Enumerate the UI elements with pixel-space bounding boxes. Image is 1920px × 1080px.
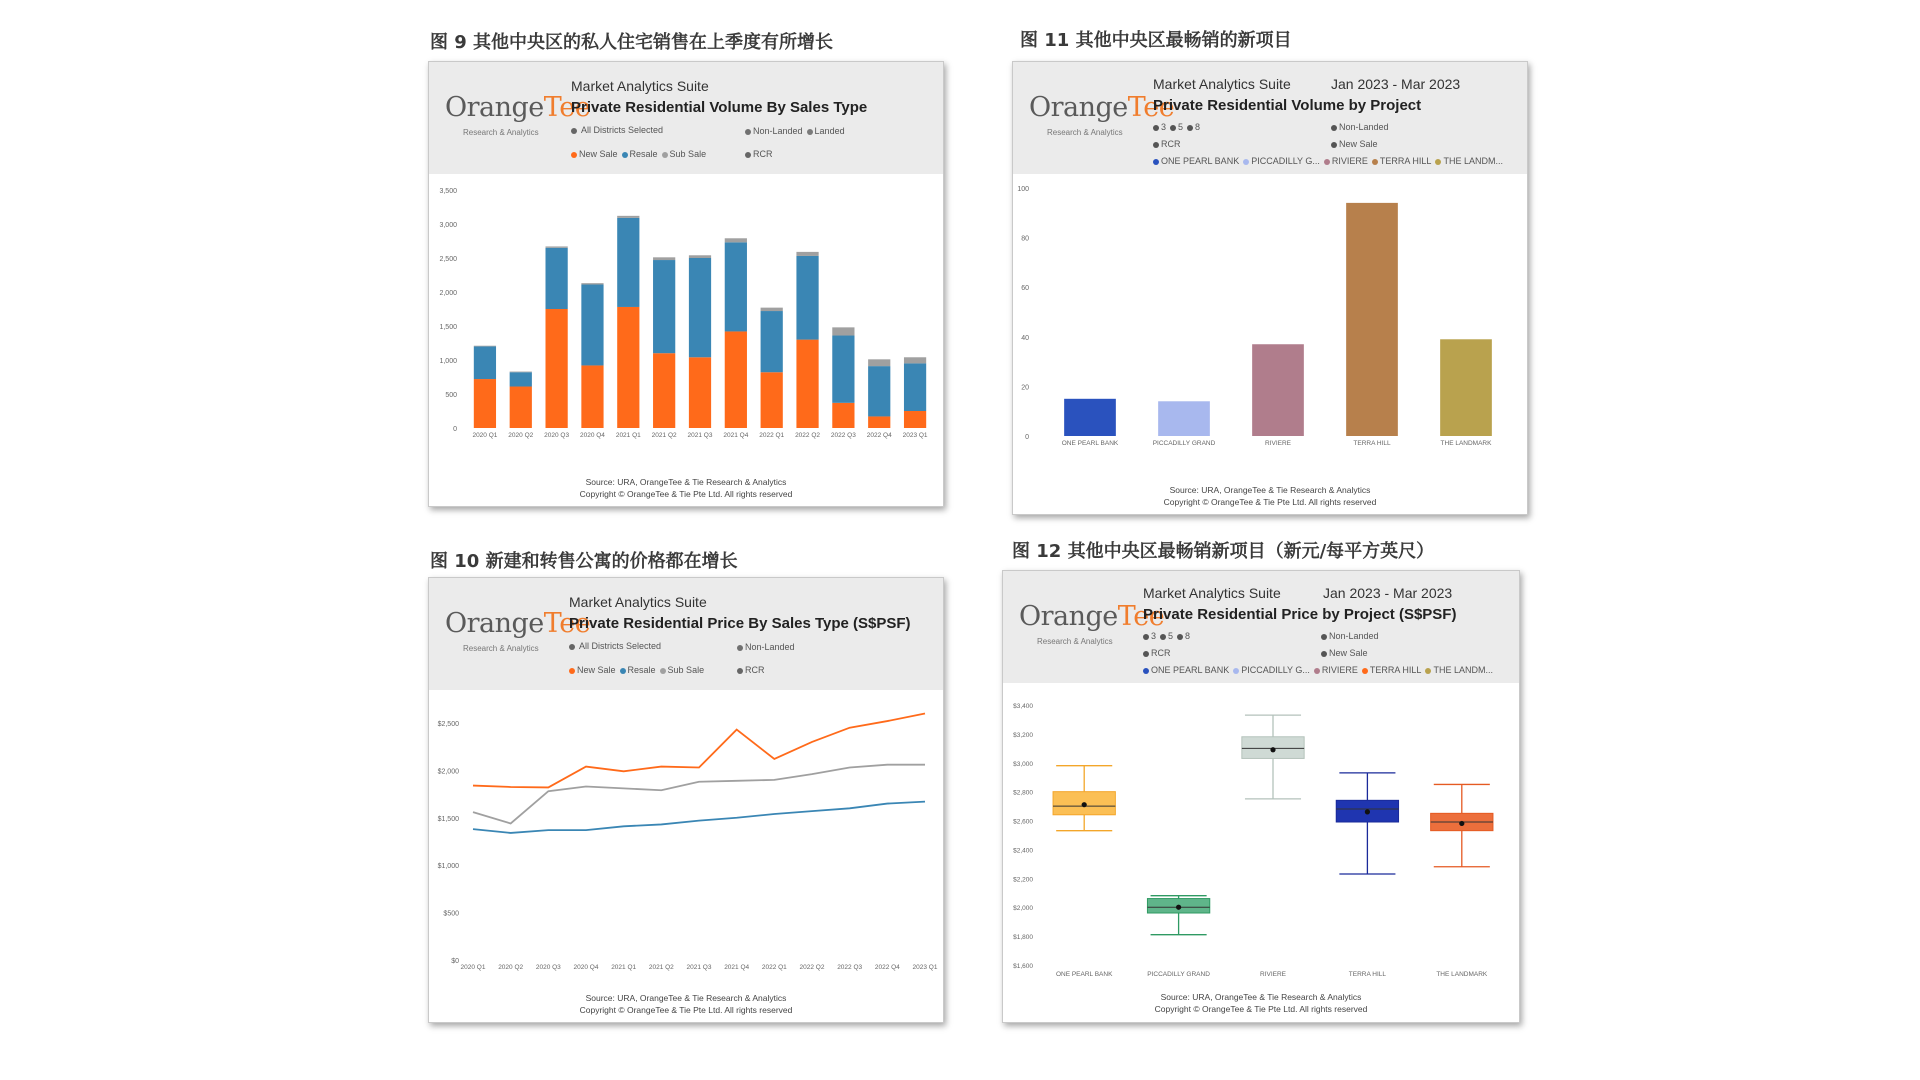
y-tick-label: $2,000 [437,768,459,776]
filter-property-type[interactable]: Non-Landed [737,642,795,652]
x-tick-label: 2020 Q2 [508,432,534,439]
project-bar [1440,339,1492,436]
bar-segment [868,366,890,416]
y-tick-label: $1,500 [437,815,459,823]
x-tick-label: 2020 Q3 [535,964,561,971]
x-tick-label: 2023 Q1 [912,964,938,971]
bar-segment [474,346,496,379]
bar-segment [761,372,783,428]
bar-segment [617,218,639,307]
filter-region[interactable]: RCR [737,665,765,675]
project-bar [1064,399,1116,436]
y-tick-label: $500 [443,910,459,918]
x-tick-label: 2022 Q1 [761,964,787,971]
filter-districts[interactable]: All Districts Selected [569,641,661,651]
figure-10-title: 图 10 新建和转售公寓的价格都在增长 [430,551,738,572]
panel-header [429,62,943,174]
bar-segment [510,372,532,386]
x-tick-label: THE LANDMARK [1440,440,1492,447]
filter-sale-type[interactable]: New Sale [1321,648,1368,658]
x-tick-label: PICCADILLY GRAND [1152,440,1216,447]
x-tick-label: 2021 Q4 [723,432,749,439]
x-tick-label: 2022 Q1 [759,432,785,439]
orangetee-logo: OrangeTee [1029,92,1175,123]
filter-property-type[interactable]: Non-Landed Landed [745,126,849,136]
bar-segment [617,216,639,218]
series-line [473,713,925,787]
bar-segment [904,411,926,428]
y-tick-label: 20 [1021,384,1029,392]
filter-property-type[interactable]: Non-Landed [1321,631,1379,641]
x-tick-label: 2020 Q2 [498,964,524,971]
project-bar [1252,344,1304,436]
bar-segment [689,255,711,258]
x-tick-label: 2022 Q3 [830,432,856,439]
series-line [473,765,925,824]
date-range: Jan 2023 - Mar 2023 [1323,585,1453,601]
x-tick-label: ONE PEARL BANK [1061,440,1119,447]
project-bar [1346,203,1398,436]
y-tick-label: $3,400 [1013,703,1033,710]
legend-sales-type: New Sale Resale Sub Sale [569,665,708,675]
y-tick-label: $3,000 [1013,760,1033,768]
series-line [473,802,925,833]
bar-segment [581,365,603,428]
x-tick-label: THE LANDMARK [1436,971,1488,978]
chart-title: Private Residential Volume by Project [1153,97,1422,114]
y-tick-label: 1,500 [439,324,457,331]
legend-projects: ONE PEARL BANK PICCADILLY G... RIVIERE TERRA HILL THE LANDM... [1153,156,1507,166]
volume-by-project-panel [1012,61,1528,515]
y-tick-label: 3,000 [439,222,457,229]
bar-segment [904,357,926,363]
bar-segment [581,283,603,284]
orangetee-logo: OrangeTee [445,608,591,639]
x-tick-label: 2021 Q2 [648,964,674,971]
chart-title: Private Residential Volume By Sales Type [571,99,868,116]
source-note: Source: URA, OrangeTee & Tie Research & Analytics Copyright © OrangeTee & Tie Pte Ltd. All rights reserved [579,993,793,1015]
filter-region[interactable]: RCR [1153,139,1181,149]
y-tick-label: 0 [1025,434,1029,441]
bar-segment [761,311,783,372]
chart-title: Private Residential Price by Project (S$PSF) [1143,606,1457,623]
source-note: Source: URA, OrangeTee & Tie Research & Analytics Copyright © OrangeTee & Tie Pte Ltd. All rights reserved [1154,992,1368,1014]
x-tick-label: 2021 Q1 [615,432,641,439]
bar-segment [474,379,496,428]
x-tick-label: 2020 Q4 [579,432,605,439]
price-by-project-box-plot [1003,683,1519,989]
price-by-sales-type-panel [428,577,944,1023]
bar-segment [653,353,675,428]
logo-subtitle: Research & Analytics [1037,637,1113,646]
bar-segment [725,242,747,331]
filter-district-numbers[interactable]: 3 5 8 [1143,631,1194,641]
x-tick-label: 2022 Q2 [795,432,821,439]
y-tick-label: $2,000 [1013,905,1033,913]
y-tick-label: 1,000 [439,358,457,365]
figure-11-title: 图 11 其他中央区最畅销的新项目 [1020,30,1292,51]
y-tick-label: $2,200 [1013,876,1033,884]
logo-subtitle: Research & Analytics [463,644,539,653]
legend-sales-type: New Sale Resale Sub Sale [571,149,710,159]
y-tick-label: $1,000 [437,863,459,871]
y-tick-label: $2,800 [1013,789,1033,797]
x-tick-label: 2023 Q1 [902,432,928,439]
figure-12-title: 图 12 其他中央区最畅销新项目（新元/每平方英尺） [1012,541,1435,562]
x-tick-label: 2020 Q1 [460,964,486,971]
y-tick-label: 0 [453,426,457,433]
bar-segment [689,258,711,357]
suite-label: Market Analytics Suite [1153,76,1291,92]
x-tick-label: TERRA HILL [1353,440,1391,447]
bar-segment [725,331,747,428]
mean-marker [1459,821,1464,826]
filter-district-numbers[interactable]: 3 5 8 [1153,122,1204,132]
volume-stacked-bar-chart [429,174,943,474]
panel-header [1013,62,1527,174]
volume-by-sales-type-panel [428,61,944,507]
x-tick-label: 2022 Q4 [874,964,900,971]
x-tick-label: 2020 Q1 [472,432,498,439]
price-by-sales-type-line-chart [429,690,943,994]
x-tick-label: 2021 Q3 [687,432,713,439]
filter-region[interactable]: RCR [745,149,773,159]
logo-subtitle: Research & Analytics [1047,128,1123,137]
panel-header [1003,571,1519,683]
y-tick-label: $2,600 [1013,818,1033,826]
filter-districts[interactable]: All Districts Selected [571,125,663,135]
y-tick-label: $1,600 [1013,963,1033,970]
source-note: Source: URA, OrangeTee & Tie Research & Analytics Copyright © OrangeTee & Tie Pte Ltd. All rights reserved [579,477,793,499]
bar-segment [617,307,639,428]
date-range: Jan 2023 - Mar 2023 [1331,76,1461,92]
bar-segment [546,246,568,247]
volume-by-project-bar-chart [1013,174,1527,480]
y-tick-label: 3,500 [439,188,457,195]
bar-segment [510,372,532,373]
bar-segment [474,346,496,347]
y-tick-label: $2,400 [1013,847,1033,855]
bar-segment [868,359,890,366]
bar-segment [725,238,747,242]
bar-segment [796,256,818,340]
x-tick-label: ONE PEARL BANK [1055,971,1113,978]
x-tick-label: PICCADILLY GRAND [1147,971,1210,978]
filter-property-type[interactable]: Non-Landed [1331,122,1389,132]
y-tick-label: 2,000 [439,290,457,297]
bar-segment [653,257,675,260]
panel-header [429,578,943,690]
y-tick-label: $3,200 [1013,731,1033,739]
y-tick-label: 100 [1017,186,1029,193]
bar-segment [761,308,783,311]
mean-marker [1270,747,1275,752]
x-tick-label: RIVIERE [1259,971,1287,978]
x-tick-label: 2021 Q1 [611,964,637,971]
filter-sale-type[interactable]: New Sale [1331,139,1378,149]
bar-segment [510,387,532,428]
x-tick-label: 2021 Q2 [651,432,677,439]
mean-marker [1365,809,1370,814]
y-tick-label: 500 [445,392,457,399]
filter-region[interactable]: RCR [1143,648,1171,658]
figure-9-title: 图 9 其他中央区的私人住宅销售在上季度有所增长 [430,32,834,53]
mean-marker [1082,802,1087,807]
suite-label: Market Analytics Suite [569,594,707,610]
bar-segment [832,327,854,335]
y-tick-label: 2,500 [439,256,457,263]
x-tick-label: 2020 Q3 [544,432,570,439]
bar-segment [832,403,854,428]
y-tick-label: 40 [1021,334,1029,342]
suite-label: Market Analytics Suite [1143,585,1281,601]
bar-segment [796,252,818,256]
y-tick-label: $2,500 [437,720,459,728]
y-tick-label: $0 [451,958,459,965]
x-tick-label: 2020 Q4 [573,964,599,971]
logo-subtitle: Research & Analytics [463,128,539,137]
bar-segment [581,285,603,366]
bar-segment [653,260,675,353]
bar-segment [832,336,854,403]
project-bar [1158,401,1210,436]
x-tick-label: RIVIERE [1264,440,1292,447]
x-tick-label: TERRA HILL [1348,971,1387,978]
source-note: Source: URA, OrangeTee & Tie Research & Analytics Copyright © OrangeTee & Tie Pte Ltd. All rights reserved [1163,485,1377,507]
x-tick-label: 2021 Q4 [724,964,750,971]
x-tick-label: 2022 Q4 [866,432,892,439]
bar-segment [904,363,926,411]
bar-segment [689,357,711,428]
x-tick-label: 2022 Q3 [837,964,863,971]
bar-segment [546,248,568,309]
y-tick-label: 60 [1021,285,1029,293]
orangetee-logo: OrangeTee [1019,601,1165,632]
x-tick-label: 2021 Q3 [686,964,712,971]
orangetee-logo: OrangeTee [445,92,591,123]
y-tick-label: $1,800 [1013,934,1033,942]
chart-title: Private Residential Price By Sales Type (S$PSF) [569,615,911,632]
x-tick-label: 2022 Q2 [799,964,825,971]
y-tick-label: 80 [1021,235,1029,243]
mean-marker [1176,905,1181,910]
bar-segment [868,416,890,428]
bar-segment [546,309,568,428]
price-by-project-panel [1002,570,1520,1023]
suite-label: Market Analytics Suite [571,78,709,94]
legend-projects: ONE PEARL BANK PICCADILLY G... RIVIERE TERRA HILL THE LANDM... [1143,665,1497,675]
bar-segment [796,340,818,428]
